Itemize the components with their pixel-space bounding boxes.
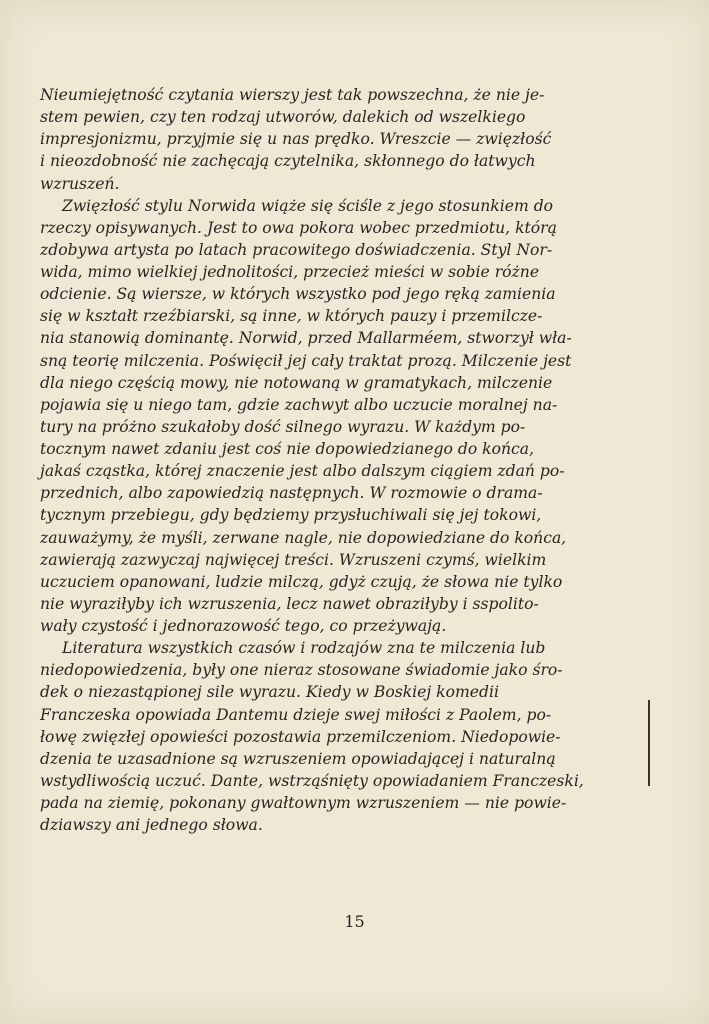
- page-number: 15: [344, 912, 365, 931]
- paragraph-3: Literatura wszystkich czasów i rodzajów zna te milczenia lub niedopowiedzenia, były one nieraz stosowane świadomie jako śro- dek o niezastąpionej sile wyrazu. Kiedy w Boskiej komedii Franczeska opowiada Dantemu dzieje swej miłości z Paolem, po- łowę zwięzłej opowieści pozostawia przemilczeniom. Niedopowie- dzenia te uzasadnione są wzruszeniem opowiadającej i naturalną wstydliwością uczuć. Dante, wstrząśnięty opowiadaniem Franczeski, pada na ziemię, pokonany gwałtownym wzruszeniem — nie powie- dziawszy ani jednego słowa.: [40, 639, 584, 835]
- body-text: [40, 84, 640, 836]
- margin-line-mark: [648, 700, 650, 786]
- paragraph-2: Zwięzłość stylu Norwida wiąże się ściśle z jego stosunkiem do rzeczy opisywanych. Jest to owa pokora wobec przedmiotu, którą zdobywa artysta po latach pracowitego doświadczenia. Styl Nor- wida, mimo wielkiej jednolitości, przecież mieści w sobie różne odcienie. Są wiersze, w których wszystko pod jego ręką zamienia się w kształt rzeźbiarski, są inne, w których pauzy i przemilcze- nia stanowią dominantę. Norwid, przed Mallarméem, stworzył wła- sną teorię milczenia. Poświęcił jej cały traktat prozą. Milczenie jest dla niego częścią mowy, nie notowaną w gramatykach, milczenie pojawia się u niego tam, gdzie zachwyt albo uczucie moralnej na- tury na próżno szukałoby dość silnego wyrazu. W każdym po- tocznym nawet zdaniu jest coś nie dopowiedzianego do końca, jakaś cząstka, której znaczenie jest albo dalszym ciągiem zdań po- przednich, albo zapowiedzią następnych. W rozmowie o drama- tycznym przebiegu, gdy będziemy przysłuchiwali się jej tokowi, zauważymy, że myśli, zerwane nagle, nie dopowiedziane do końca, zawierają zazwyczaj najwięcej treści. Wzruszeni czymś, wielkim uczuciem opanowani, ludzie milczą, gdyż czują, że słowa nie tylko nie wyraziłyby ich wzruszenia, lecz nawet obraziłyby i sspolito- wały czystość i jednorazowość tego, co przeżywają.: [40, 196, 572, 635]
- paragraph-1: Nieumiejętność czytania wierszy jest tak powszechna, że nie je- stem pewien, czy ten rodzaj utworów, dalekich od wszelkiego impresjonizmu, przyjmie się u nas prędko. Wreszcie — zwięzłość i nieozdobność nie zachęcają czytelnika, skłonnego do łatwych wzruszeń.: [40, 86, 552, 193]
